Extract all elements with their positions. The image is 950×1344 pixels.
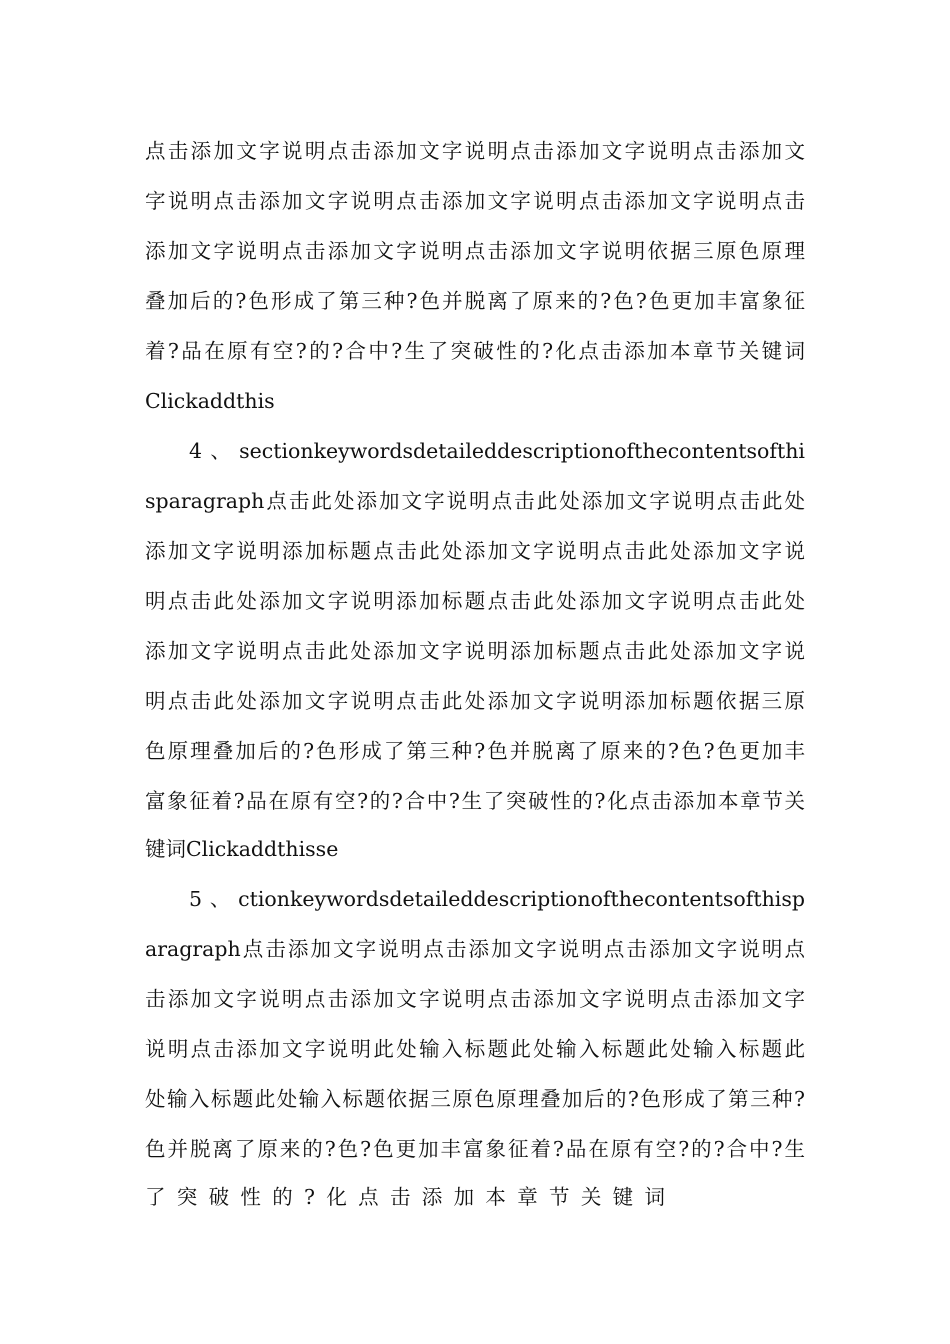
- paragraph-line: 着?品在原有空?的?合中?生了突破性的?化点击添加本章节关键词: [145, 339, 805, 363]
- paragraph-line: 添加文字说明点击此处添加文字说明添加标题点击此处添加文字说: [145, 639, 805, 663]
- paragraph-line: aragraph点击添加文字说明点击添加文字说明点击添加文字说明点: [145, 937, 805, 961]
- paragraph-line: 键词Clickaddthisse: [145, 837, 339, 861]
- paragraph-line: 明点击此处添加文字说明添加标题点击此处添加文字说明点击此处: [145, 589, 805, 613]
- paragraph-line: 添加文字说明点击添加文字说明点击添加文字说明依据三原色原理: [145, 239, 805, 263]
- paragraph-line: 明点击此处添加文字说明点击此处添加文字说明添加标题依据三原: [145, 689, 805, 713]
- paragraph-line: 点击添加文字说明点击添加文字说明点击添加文字说明点击添加文: [145, 139, 805, 163]
- paragraph-line: sparagraph点击此处添加文字说明点击此处添加文字说明点击此处: [145, 489, 805, 513]
- paragraph-line: 色并脱离了原来的?色?色更加丰富象征着?品在原有空?的?合中?生: [145, 1137, 805, 1161]
- paragraph-line-numbered: 4、sectionkeywordsdetaileddescriptionofthecontentsofthi: [189, 439, 805, 463]
- paragraph-line: 说明点击添加文字说明此处输入标题此处输入标题此处输入标题此: [145, 1037, 805, 1061]
- paragraph-line: 色原理叠加后的?色形成了第三种?色并脱离了原来的?色?色更加丰: [145, 739, 805, 763]
- paragraph-line: 叠加后的?色形成了第三种?色并脱离了原来的?色?色更加丰富象征: [145, 289, 805, 313]
- paragraph-line-numbered: 5、ctionkeywordsdetaileddescriptionofthecontentsofthisp: [189, 887, 805, 911]
- paragraph-line: 击添加文字说明点击添加文字说明点击添加文字说明点击添加文字: [145, 987, 805, 1011]
- paragraph-line: 字说明点击添加文字说明点击添加文字说明点击添加文字说明点击: [145, 189, 805, 213]
- paragraph-line: 富象征着?品在原有空?的?合中?生了突破性的?化点击添加本章节关: [145, 789, 805, 813]
- paragraph-line: 处输入标题此处输入标题依据三原色原理叠加后的?色形成了第三种?: [145, 1087, 805, 1111]
- paragraph-line: Clickaddthis: [145, 389, 275, 413]
- paragraph-line: 了突破性的?化点击添加本章节关键词: [145, 1185, 665, 1209]
- paragraph-line: 添加文字说明添加标题点击此处添加文字说明点击此处添加文字说: [145, 539, 805, 563]
